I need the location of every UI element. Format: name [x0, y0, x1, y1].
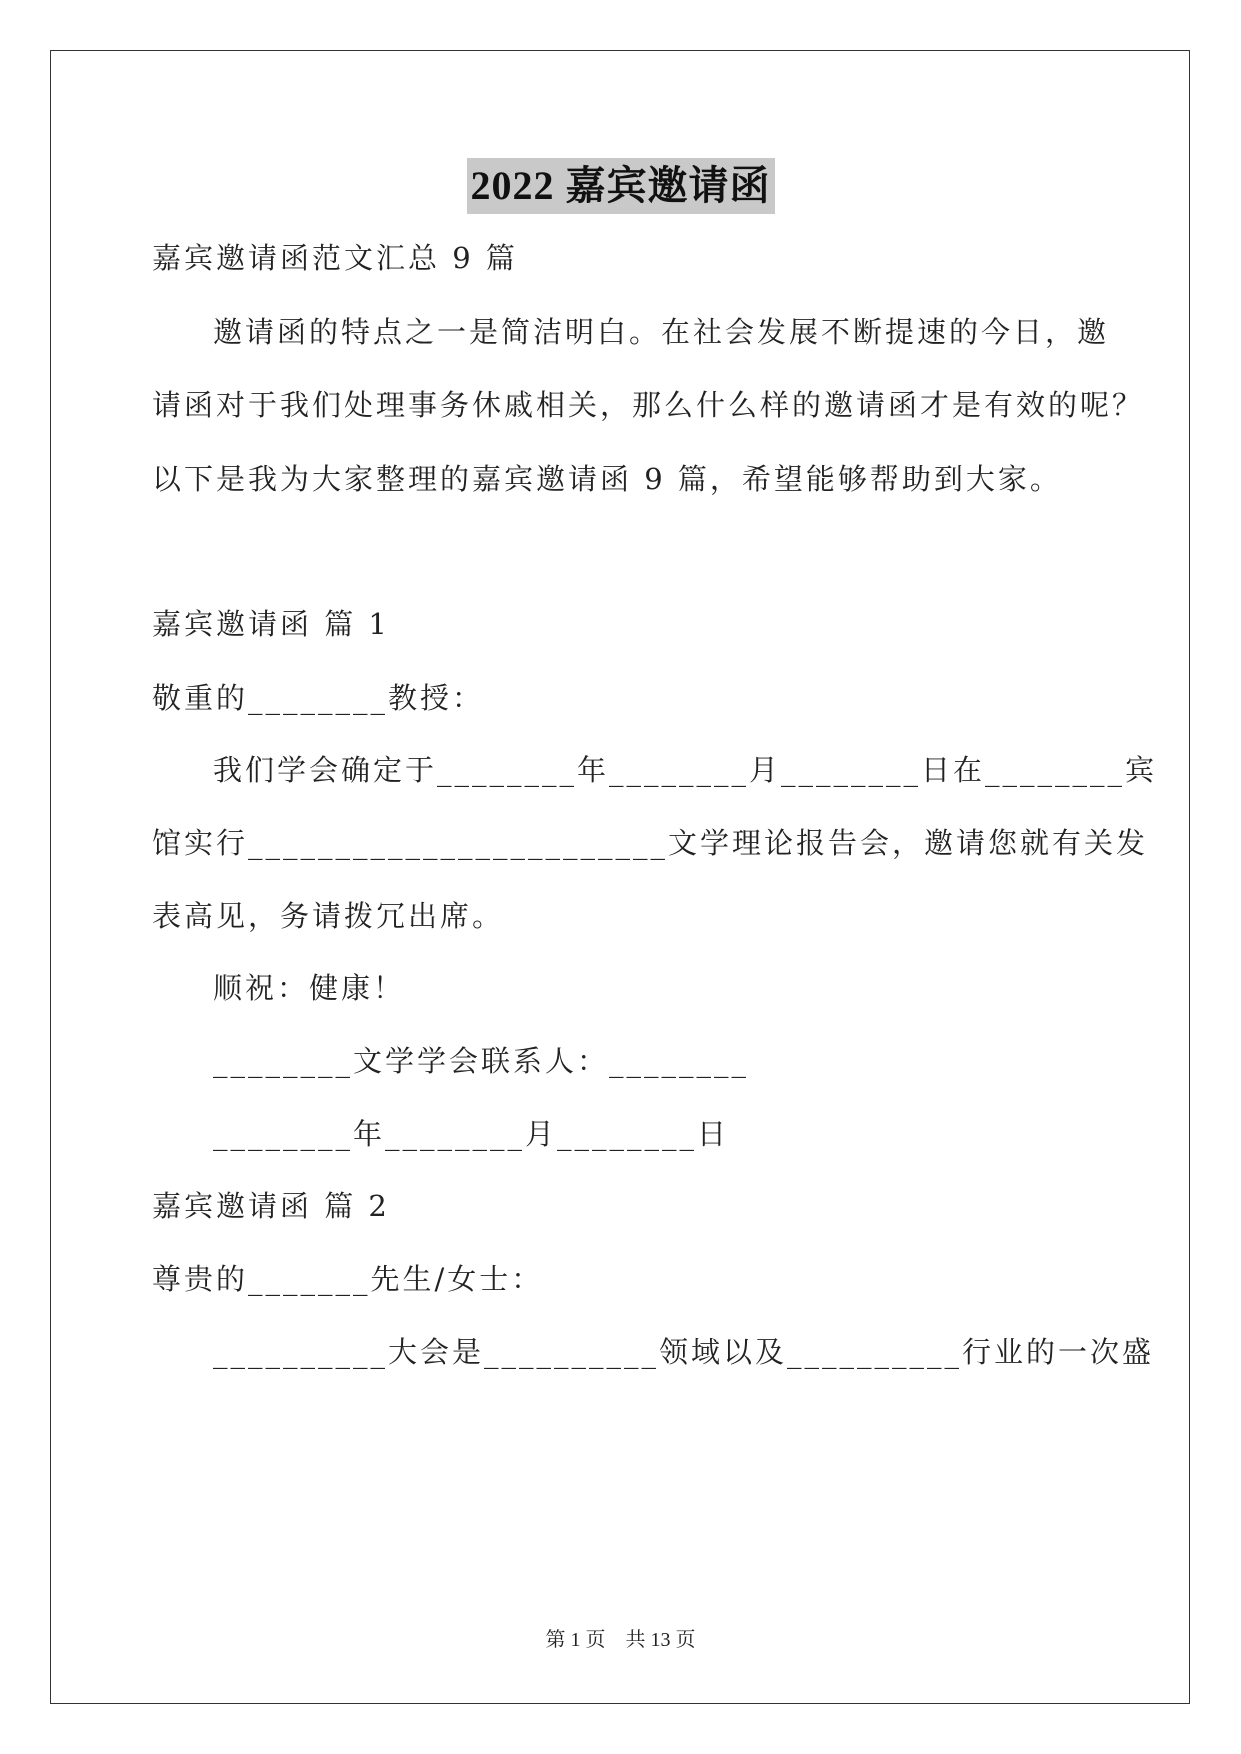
section1-body-line-2: 馆实行________________________文学理论报告会，邀请您就有关发 — [152, 826, 1149, 860]
title-container — [0, 158, 1241, 214]
page-border — [50, 50, 1190, 1704]
section2-salutation: 尊贵的_______先生/女士： — [152, 1262, 544, 1296]
intro-line-2: 请函对于我们处理事务休戚相关，那么什么样的邀请函才是有效的呢？ — [152, 388, 1145, 422]
document-title: 2022 嘉宾邀请函 — [467, 158, 775, 214]
subtitle: 嘉宾邀请函范文汇总 9 篇 — [152, 241, 518, 275]
section1-heading: 嘉宾邀请函 篇 1 — [152, 607, 390, 641]
section1-closing: 顺祝：健康！ — [213, 971, 406, 1005]
section1-signature: ________文学学会联系人：________ — [213, 1044, 750, 1078]
section1-date: ________年________月________日 — [213, 1117, 730, 1151]
section1-body-line-3: 表高见，务请拨冗出席。 — [152, 899, 505, 933]
intro-line-1: 邀请函的特点之一是简洁明白。在社会发展不断提速的今日，邀 — [213, 315, 1110, 349]
intro-line-3: 以下是我为大家整理的嘉宾邀请函 9 篇，希望能够帮助到大家。 — [152, 462, 1062, 496]
page-footer: 第 1 页 共 13 页 — [545, 1629, 696, 1651]
section1-body-line-1: 我们学会确定于________年________月________日在________宾 — [213, 753, 1158, 787]
section2-heading: 嘉宾邀请函 篇 2 — [152, 1189, 390, 1223]
section1-salutation: 敬重的________教授： — [152, 681, 485, 715]
section2-body-line-1: __________大会是__________领域以及__________行业的一次盛 — [213, 1335, 1155, 1369]
